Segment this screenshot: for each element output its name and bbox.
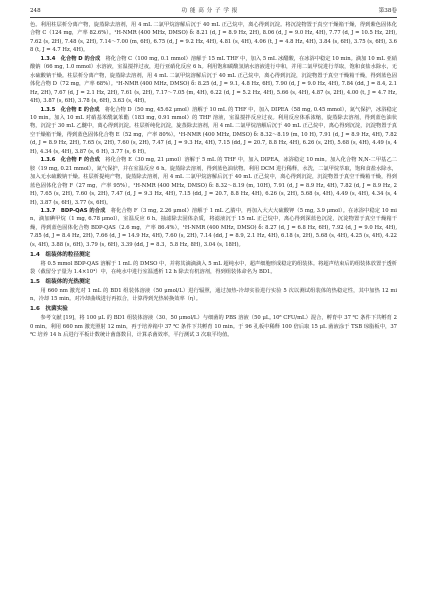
body-paragraph — [30, 287, 397, 304]
volume-label: 第38卷 — [378, 8, 397, 14]
journal-title: 功 能 高 分 子 学 报 — [181, 8, 238, 14]
paragraph-text: 将化合物 C（100 mg, 0.1 mmol）溶解于 15 mL THF 中，加入 5 mL 冰醋酸，在冰浴中稳定 10 min。滴加 10 mL 亚硝酸钠（66 mg, 1.0 mmol）水溶液，室温搅拌过夜，进行亚硝化反应 6 h。利用饱和碳酸氢钠水溶液进行中和，并用二氯甲烷进行萃取，饱和食盐水除水，无水硫酸钠干燥。柱层析分离产物，旋蒸除去溶剂，用 4 mL 二氯甲烷溶解后沉于 40 mL 正己烷中，离心得到沉淀，沉淀物置于真空干燥箱干燥，得到蓝色固体化合物 D（72 mg，产率 68%）。¹H-NMR (400 MHz, DMSO) δ: 8.25 (d, J = 9.1, 4.8 Hz, 6H), 7.90 (d, J = 9.0 Hz, 4H), 7.84 (dd, J = 8.4, 2.1 Hz, 2H), 7.67 (d, J = 2.1 Hz, 2H), 7.61 (s, 2H), 7.17～7.05 (m, 4H), 6.22 (d, J = 5.2 Hz, 4H), 5.66 (s, 4H), 4.87 (s, 2H), 4.00 (t, J = 4.7 Hz, 4H), 3.87 (s, 6H), 3.78 (s, 6H), 3.63 (s, 4H)。 — [30, 55, 397, 105]
body-paragraph — [30, 314, 397, 339]
subsection-heading: 1.3.7 BDP-QAS 的合成 — [40, 207, 106, 214]
page-number: 248 — [30, 8, 41, 14]
body-paragraph — [30, 21, 397, 55]
subsection-heading: 1.3.4 化合物 D 的合成 — [40, 55, 101, 62]
paragraph-text: 参考文献 [19]，将 100 μL 的 BD1 组装体溶液（30、50 μmol/L）与细菌的 PBS 溶液（50 μL, 10⁸ CFU/mL）混合，孵育中 37 ℃ 条件下共孵育 20 min。利用 660 nm 激光照射 12 min，再于培养箱中 37 ℃ 条件下共孵育 10 min。于 96 孔板中稀释 100 倍后取 15 μL 菌液涂于 TSB 琼脂板中，37 ℃ 培养 14 h 后进行平板计数统计菌落数目，计算杀菌效率，平行测试 3 次取平均值。 — [30, 315, 397, 339]
body-paragraph — [30, 260, 397, 277]
subsection-paragraph — [30, 156, 397, 207]
section-heading: 1.4 组装体的粒径测定 — [30, 251, 91, 258]
paragraph-text: 将化合物 E（30 mg, 21 μmol）溶解于 5 mL 的 THF 中，加入 DIPEA，冰浴稳定 10 min。加入化合物 N,N-二甲基乙二胺（19 mg, 0.21 mmol），氮气保护，并在室温反应 6 h。旋蒸除去溶剂，得到蓝色油状物。利用 DCM 进行稀释，水洗，二氯甲烷萃取，饱和食盐水除水，加入无水硫酸钠干燥。柱层析提纯产物，旋蒸除去溶剂，用 4 mL 二氯甲烷溶解后沉于 40 mL 正己烷中，离心得到沉淀，沉淀物置于真空干燥箱干燥，得到蓝色固体化合物 F（27 mg，产率 95%）。¹H-NMR (400 MHz, DMSO) δ: 8.32～8.19 (m, 10H), 7.91 (d, J = 8.9 Hz, 4H), 7.82 (d, J = 8.9 Hz, 2H), 7.65 (s, 2H), 7.60 (s, 2H), 7.47 (d, J = 9.3 Hz, 4H), 7.15 (dd, J = 20.7, 8.8 Hz, 4H), 6.26 (s, 2H), 5.68 (s, 4H), 4.49 (s, 4H), 4.34 (s, 4H), 3.87 (s, 6H), 3.77 (s, 6H)。 — [30, 157, 397, 206]
paragraph-text: 将化合物 F（3 mg, 2.26 μmol）溶解于 1 mL 乙腈中，再加入大大大硫酸钾（5 mg, 3.9 μmol）。在冰浴中稳定 10 min，滴加碘甲烷（1 mg, 6.78 μmol），室温反应 6 h。抽滤除去固体杂质，将滤液沉于 15 mL 正己烷中，离心得到深蓝色沉淀，沉淀物置于真空干燥箱干燥，得到蓝色固体化合物 BDP-QAS（2.6 mg，产率 86.4%）。¹H-NMR (400 MHz, DMSO) δ: 8.27 (d, J = 6.8 Hz, 6H), 7.92 (d, J = 9.0 Hz, 4H), 7.85 (d, J = 8.4 Hz, 2H), 7.66 (d, J = 14.9 Hz, 4H), 7.60 (s, 2H), 7.14 (dd, J = 8.9, 2.1 Hz, 4H), 6.18 (s, 2H), 5.68 (s, 4H), 4.25 (s, 4H), 4.22 (s, 4H), 3.88 (s, 6H), 3.79 (s, 6H), 3.39 (dd, J = 8.3，5.8 Hz, 8H), 3.04 (s, 18H)。 — [30, 207, 397, 248]
paragraph-text: 色。利用柱层析分离产物，旋蒸除去溶剂，用 4 mL 二氯甲烷溶解后沉于 40 mL 正己烷中，离心得到沉淀。将沉淀物置于真空干燥箱干燥，得到紫色固体化合物 C（124 mg，产率 82.6%）。¹H-NMR (400 MHz, DMSO) δ: 8.21 (d, J = 8.9 Hz, 2H), 8.06 (d, J = 9.0 Hz, 4H), 7.77 (d, J = 10.5 Hz, 2H), 7.62 (s, 2H), 7.48 (s, 2H), 7.14～7.00 (m, 6H), 6.75 (d, J = 9.2 Hz, 4H), 4.81 (s, 4H), 4.06 (t, J = 4.8 Hz, 4H), 3.84 (s, 6H), 3.75 (s, 6H), 3.68 (t, J = 4.7 Hz, 4H)。 — [30, 22, 397, 54]
section-heading: 1.5 组装体的光热测定 — [30, 279, 91, 286]
subsection-heading: 1.3.6 化合物 F 的合成 — [40, 157, 100, 164]
running-header — [30, 8, 397, 18]
paragraph-text: 将化合物 D（50 mg, 45.62 μmol）溶解于 10 mL 的 THF 中，加入 DIPEA（58 mg, 0.45 mmol），氮气保护，冰浴稳定 10 min。加入 10 mL 对硝基苯酰氯苯酯（183 mg, 0.91 mmol）的 THF 溶液，室温搅拌反应过夜。利用反应体系浓缩，旋蒸除去溶剂，得到蓝色油状物，沉淀于 30 mL 乙醚中，离心得到沉淀。柱层析纯化沉淀，旋蒸除去溶剂，用 4 mL 二氯甲烷溶解后沉于 40 mL 正己烷中，离心得到沉淀，沉淀物置于真空干燥箱干燥，得到蓝色固体化合物 E（52 mg，产率 80%）。¹H-NMR (400 MHz, DMSO) δ: 8.32～8.19 (m, 10 H), 7.91 (d, J = 8.9 Hz, 4H), 7.82 (d, J = 8.9 Hz, 2H), 7.65 (s, 2H), 7.60 (s, 2H), 7.47 (d, J = 9.3 Hz, 4H), 7.15 (dd, J = 20.7, 8.8 Hz, 4H), 6.26 (s, 2H), 5.68 (s, 4H), 4.49 (s, 4H), 4.34 (s, 4H), 3.87 (s, 6 H), 3.77 (s, 6 H)。 — [30, 106, 397, 155]
paragraph-text: 将 0.5 mmol BDP-QAS 溶解于 1 mL 的 DMSO 中，并将其滴滴滴入 5 mL 超纯水中，超声细胞形成稳定的组装体。将超声结束后的组装体放置于透析袋（截留分子量为 1.4×10⁴）中，在纯水中进行室温透析 12 h 除去有机溶剂，得到组装体命名为 BD1。 — [30, 260, 397, 276]
paper-body — [30, 21, 397, 340]
section-heading: 1.6 抗菌实验 — [30, 306, 68, 313]
subsection-heading: 1.3.5 化合物 E 的合成 — [40, 106, 100, 113]
paragraph-text: 用 660 nm 激光对 1 mL 的 BD1 组装体溶液（50 μmol/L）进行辐照，通过加热-冷却实验进行实验 5 次以测试组装体的热稳定性，其中加热 12 min，冷却 15 min。对冷却曲线进行再拟合，计算得到光热转换效率（η）。 — [30, 287, 397, 303]
subsection-paragraph — [30, 55, 397, 106]
subsection-paragraph — [30, 106, 397, 157]
subsection-paragraph — [30, 207, 397, 249]
